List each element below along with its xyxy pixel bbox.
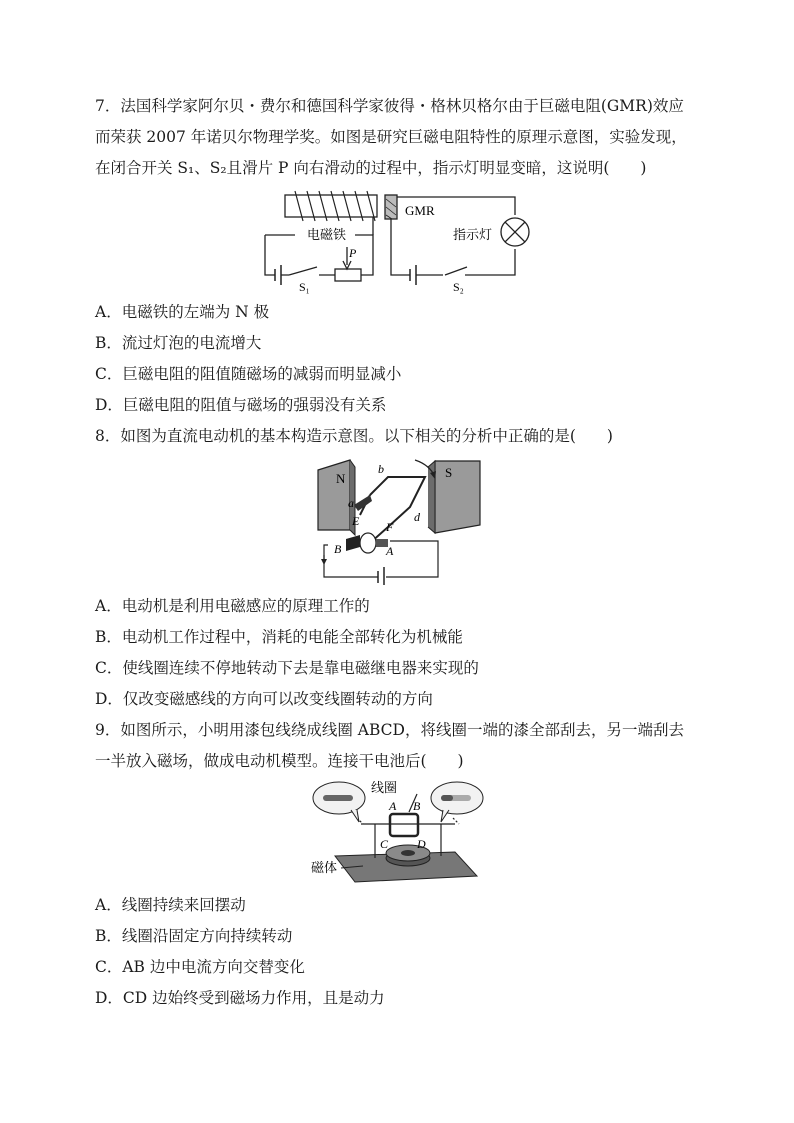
switch-s1 bbox=[281, 267, 335, 275]
coil-label: 线圈 bbox=[371, 780, 398, 795]
switch-s2 bbox=[416, 267, 467, 275]
brush-b bbox=[346, 535, 360, 551]
slider-p-label: P bbox=[349, 246, 357, 260]
q9-option-c[interactable]: C．AB 边中电流方向交替变化 bbox=[95, 958, 305, 976]
label-a-small: a bbox=[348, 496, 354, 510]
q9-option-a[interactable]: A．线圈持续来回摆动 bbox=[95, 896, 246, 914]
label-c: C bbox=[380, 837, 389, 851]
rheostat bbox=[335, 269, 361, 281]
label-a-brush: A bbox=[386, 544, 394, 558]
electromagnet-label: 电磁铁 bbox=[307, 227, 347, 242]
q8-option-d[interactable]: D．仅改变磁感线的方向可以改变线圈转动的方向 bbox=[95, 690, 433, 708]
magnet-s bbox=[435, 461, 480, 533]
label-b-small: b bbox=[378, 462, 384, 476]
commutator bbox=[360, 533, 376, 553]
label-s: S bbox=[445, 465, 453, 480]
label-b-brush: B bbox=[334, 542, 342, 556]
q9-option-b[interactable]: B．线圈沿固定方向持续转动 bbox=[95, 927, 293, 945]
q9-stem-line-2: 一半放入磁场，做成电动机模型。连接干电池后( ) bbox=[95, 752, 464, 770]
gmr-circuit-figure bbox=[255, 185, 535, 295]
battery-2 bbox=[410, 265, 416, 285]
q7-option-c[interactable]: C．巨磁电阻的阻值随磁场的减弱而明显减小 bbox=[95, 365, 402, 383]
q9-option-d[interactable]: D．CD 边始终受到磁场力作用，且是动力 bbox=[95, 989, 385, 1007]
lamp-cross bbox=[505, 222, 525, 242]
q8-option-a[interactable]: A．电动机是利用电磁感应的原理工作的 bbox=[95, 597, 370, 615]
label-a: A bbox=[389, 799, 397, 813]
q7-option-d[interactable]: D．巨磁电阻的阻值与磁场的强弱没有关系 bbox=[95, 396, 387, 414]
label-d-small: d bbox=[414, 510, 420, 524]
label-f: F bbox=[386, 520, 394, 534]
q8-option-c[interactable]: C．使线圈连续不停地转动下去是靠电磁继电器来实现的 bbox=[95, 659, 479, 677]
motor-model-figure bbox=[305, 776, 485, 888]
coil-frame bbox=[390, 814, 418, 836]
gmr-label: GMR bbox=[405, 203, 435, 218]
dc-motor-figure bbox=[310, 455, 490, 585]
q7-stem-line-3: 在闭合开关 S₁、S₂且滑片 P 向右滑动的过程中，指示灯明显变暗，这说明( ) bbox=[95, 159, 647, 177]
lamp-label: 指示灯 bbox=[453, 227, 493, 242]
q7-option-b[interactable]: B．流过灯泡的电流增大 bbox=[95, 334, 262, 352]
q7-stem-line-1: 7．法国科学家阿尔贝・费尔和德国科学家彼得・格林贝格尔由于巨磁电阻(GMR)效应 bbox=[95, 97, 684, 115]
label-d: D bbox=[417, 837, 426, 851]
label-b: B bbox=[413, 799, 421, 813]
battery-1 bbox=[275, 265, 281, 285]
q8-stem-line-1: 8．如图为直流电动机的基本构造示意图。以下相关的分析中正确的是( ) bbox=[95, 427, 613, 445]
label-e: E bbox=[352, 514, 360, 528]
q7-option-a[interactable]: A．电磁铁的左端为 N 极 bbox=[95, 303, 270, 321]
switch-s2-label: S₂ bbox=[453, 280, 464, 294]
q9-stem-line-1: 9．如图所示，小明用漆包线绕成线圈 ABCD，将线圈一端的漆全部刮去，另一端刮去 bbox=[95, 721, 684, 739]
q7-stem-line-2: 而荣获 2007 年诺贝尔物理学奖。如图是研究巨磁电阻特性的原理示意图，实验发现， bbox=[95, 128, 687, 146]
magnet-label: 磁体 bbox=[311, 860, 338, 875]
q8-option-b[interactable]: B．电动机工作过程中，消耗的电能全部转化为机械能 bbox=[95, 628, 463, 646]
switch-s1-label: S₁ bbox=[299, 280, 310, 294]
label-n: N bbox=[336, 471, 346, 486]
